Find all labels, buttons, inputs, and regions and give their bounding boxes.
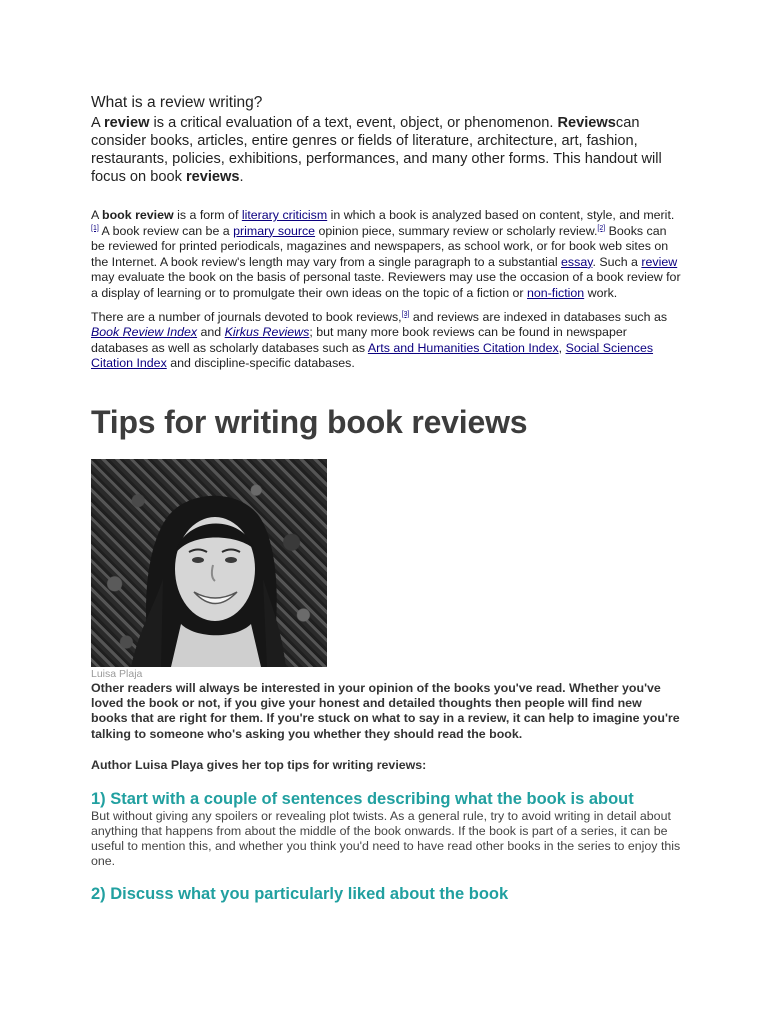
citation-3[interactable]: [3] — [401, 310, 410, 318]
intro-paragraph: A review is a critical evaluation of a text, event, object, or phenomenon. Reviewscan consider books, articles, entire genres or fields of literature, architecture, art, fashion, restaurants, policies, exhibitions, performances, and many other forms. This handout will focus on book reviews. — [91, 115, 662, 185]
link-essay[interactable]: essay — [561, 254, 593, 269]
author-line: Author Luisa Playa gives her top tips for writing reviews: — [91, 757, 427, 772]
citation-2[interactable]: [2] — [597, 224, 606, 232]
photo-caption: Luisa Plaja — [91, 667, 143, 680]
portrait-illustration — [91, 459, 327, 667]
citation-1[interactable]: [1] — [91, 224, 99, 232]
link-social-sciences-index[interactable]: Social Sciences Citation Index — [91, 340, 654, 371]
link-arts-humanities-index[interactable]: Arts and Humanities Citation Index — [367, 340, 559, 355]
author-photo — [91, 459, 327, 667]
book-review-paragraph: A book review is a form of literary criticism in which a book is analyzed based on content, style, and merit.[1] A book review can be a primary source opinion piece, summary review or scholarly review.[2] Books can be reviewed for printed periodicals, magazines and newspapers, as school work, or for book web sites on the Internet. A book review's length may vary from a single paragraph to a substantial essay. Such a review may evaluate the book on the basis of personal taste. Reviewers may use the occasion of a book review for a display of learning or to promulgate their own ideas on the topic of a fiction or non-fiction work. — [91, 208, 681, 300]
lead-paragraph: Other readers will always be interested in your opinion of the books you've read. Whether you've loved the book or not, if you give your honest and detailed thoughts then people will find new books that are right for them. If you're stuck on what to say in a review, it can help to imagine you're talking to someone who's asking you whether they should read the book. — [91, 680, 680, 741]
link-review[interactable]: review — [641, 254, 678, 269]
link-book-review-index[interactable]: Book Review Index — [91, 325, 198, 340]
tips-heading: Tips for writing book reviews — [91, 403, 528, 440]
question-heading: What is a review writing? — [91, 94, 263, 111]
link-kirkus-reviews[interactable]: Kirkus Reviews — [224, 325, 310, 340]
link-non-fiction[interactable]: non-fiction — [527, 285, 585, 300]
tip-1-heading: 1) Start with a couple of sentences describing what the book is about — [91, 789, 634, 808]
link-primary-source[interactable]: primary source — [233, 223, 316, 238]
article-content — [91, 94, 681, 904]
journals-paragraph: There are a number of journals devoted to book reviews,[3] and reviews are indexed in databases such as Book Review Index and Kirkus Reviews; but many more book reviews can be found in newspaper databases as well as scholarly databases such as Arts and Humanities Citation Index, Social Sciences Citation Index and discipline-specific databases. — [91, 309, 668, 371]
tip-1-body: But without giving any spoilers or revealing plot twists. As a general rule, try to avoid writing in detail about anything that happens from about the middle of the book onwards. If the book is part of a series, it can be useful to mention this, and whether you think you'd need to have read other books in the series to enjoy this one. — [91, 808, 681, 869]
link-literary-criticism[interactable]: literary criticism — [241, 208, 328, 222]
tip-2-heading: 2) Discuss what you particularly liked about the book — [91, 884, 509, 903]
